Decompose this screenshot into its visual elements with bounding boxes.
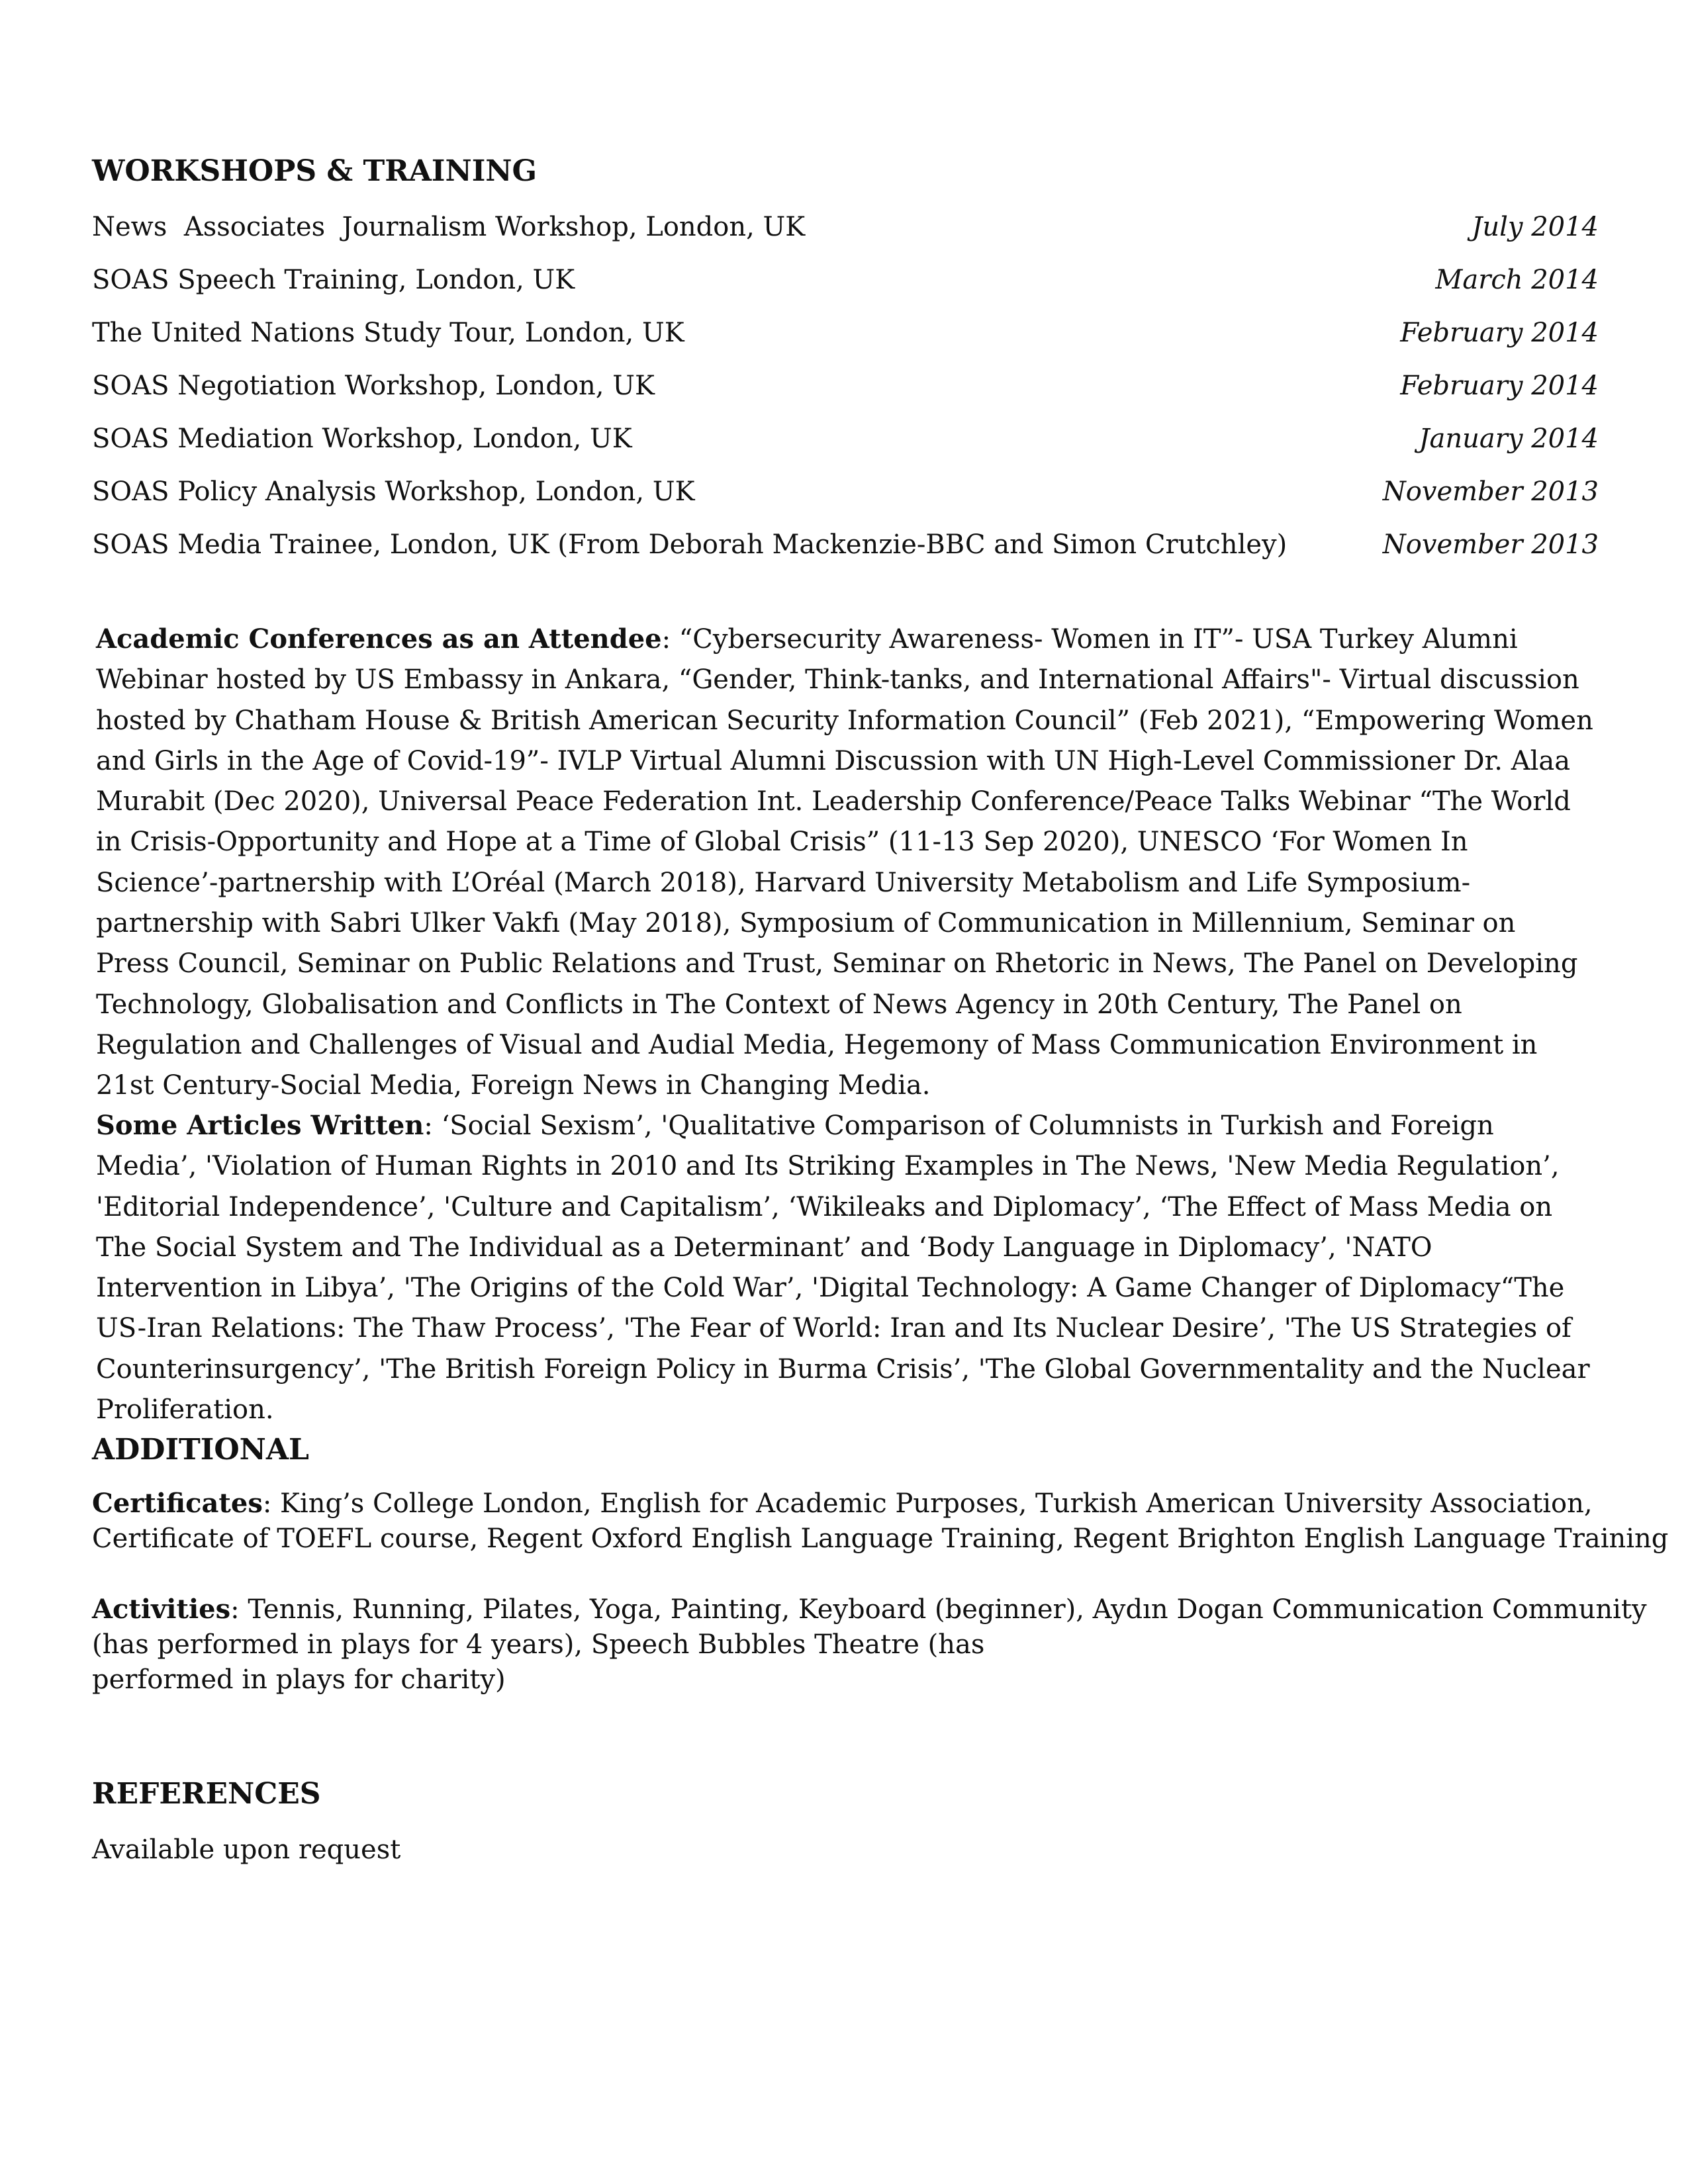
- workshop-date: November 2013: [1382, 529, 1599, 560]
- references-text: Available upon request: [92, 1835, 401, 1865]
- activities-line: (has performed in plays for 4 years), Speech Bubbles Theatre (has: [92, 1629, 985, 1660]
- activities-paragraph: [92, 1592, 1647, 1698]
- workshop-item: [92, 366, 1599, 419]
- workshop-date: February 2014: [1400, 318, 1599, 348]
- certificates-line: Certificate of TOEFL course, Regent Oxford English Language Training, Regent Brighton English Language Training: [92, 1524, 1669, 1554]
- workshop-item: [92, 313, 1599, 366]
- activities-text: : Tennis, Running, Pilates, Yoga, Painting, Keyboard (beginner), Aydın Dogan Communication Community: [230, 1594, 1647, 1625]
- certificates-label: Certificates: [92, 1488, 263, 1519]
- workshop-title: The United Nations Study Tour, London, UK: [92, 318, 684, 348]
- workshop-title: SOAS Negotiation Workshop, London, UK: [92, 371, 655, 401]
- certificates-paragraph: [92, 1486, 1669, 1557]
- workshop-title: SOAS Policy Analysis Workshop, London, UK: [92, 477, 695, 507]
- articles-text: : ‘Social Sexism’, 'Qualitative Comparison of Columnists in Turkish and Foreign Media’, 'Violation of Human Rights in 2010 and Its Striking Examples in The News, 'New Media Regulation’, 'Editorial Independence’, 'Culture and Capitalism’, ‘Wikileaks and Diplomacy’, ‘The Effect of Mass Media on The Social System and The Individual as a Determinant’ and ‘Body Language in Diplomacy’, 'NATO Intervention in Libya’, 'The Origins of the Cold War’, 'Digital Technology: A Game Changer of Diplomacy“The US-Iran Relations: The Thaw Process’, 'The Fear of World: Iran and Its Nuclear Desire’, 'The US Strategies of Counterinsurgency’, 'The British Foreign Policy in Burma Crisis’, 'The Global Governmentality and the Nuclear Proliferation.: [96, 1111, 1590, 1426]
- conferences-paragraph: [96, 619, 1593, 1107]
- articles-label: Some Articles Written: [96, 1110, 424, 1141]
- workshop-date: March 2014: [1435, 265, 1599, 295]
- additional-heading: ADDITIONAL: [92, 1433, 309, 1467]
- conferences-label: Academic Conferences as an Attendee: [96, 623, 662, 655]
- workshop-title: SOAS Speech Training, London, UK: [92, 265, 575, 295]
- workshop-date: November 2013: [1382, 477, 1599, 507]
- workshop-date: February 2014: [1400, 371, 1599, 401]
- references-heading: REFERENCES: [92, 1777, 321, 1811]
- articles-paragraph: [96, 1105, 1593, 1430]
- workshop-title: SOAS Media Trainee, London, UK (From Deborah Mackenzie-BBC and Simon Crutchley): [92, 529, 1288, 560]
- workshop-item: [92, 419, 1599, 472]
- workshop-date: July 2014: [1472, 212, 1599, 242]
- workshop-title: News Associates Journalism Workshop, London, UK: [92, 212, 806, 242]
- activities-label: Activities: [92, 1594, 231, 1625]
- workshop-title: SOAS Mediation Workshop, London, UK: [92, 424, 632, 454]
- workshop-item: [92, 525, 1599, 578]
- workshop-date: January 2014: [1419, 424, 1599, 454]
- workshops-heading: WORKSHOPS & TRAINING: [92, 154, 538, 188]
- activities-line: [92, 1592, 1647, 1627]
- workshop-item: [92, 472, 1599, 525]
- certificates-line: [92, 1486, 1615, 1522]
- workshop-item: [92, 260, 1599, 313]
- activities-line: performed in plays for charity): [92, 1664, 506, 1695]
- workshop-item: [92, 207, 1599, 260]
- conferences-text: : “Cybersecurity Awareness- Women in IT”- USA Turkey Alumni Webinar hosted by US Embassy in Ankara, “Gender, Think-tanks, and International Affairs"- Virtual discussion hosted by Chatham House & British American Security Information Council” (Feb 2021), “Empowering Women and Girls in the Age of Covid-19”- IVLP Virtual Alumni Discussion with UN High-Level Commissioner Dr. Alaa Murabit (Dec 2020), Universal Peace Federation Int. Leadership Conference/Peace Talks Webinar “The World in Crisis-Opportunity and Hope at a Time of Global Crisis” (11-13 Sep 2020), UNESCO ‘For Women In Science’-partnership with L’Oréal (March 2018), Harvard University Metabolism and Life Symposium-partnership with Sabri Ulker Vakfı (May 2018), Symposium of Communication in Millennium, Seminar on Press Council, Seminar on Public Relations and Trust, Seminar on Rhetoric in News, The Panel on Developing Technology, Globalisation and Conflicts in The Context of News Agency in 20th Century, The Panel on Regulation and Challenges of Visual and Audial Media, Hegemony of Mass Communication Environment in 21st Century-Social Media, Foreign News in Changing Media.: [96, 624, 1593, 1101]
- workshops-list: [92, 207, 1599, 578]
- certificates-text: : King’s College London, English for Academic Purposes, Turkish American University Association,: [262, 1488, 1593, 1519]
